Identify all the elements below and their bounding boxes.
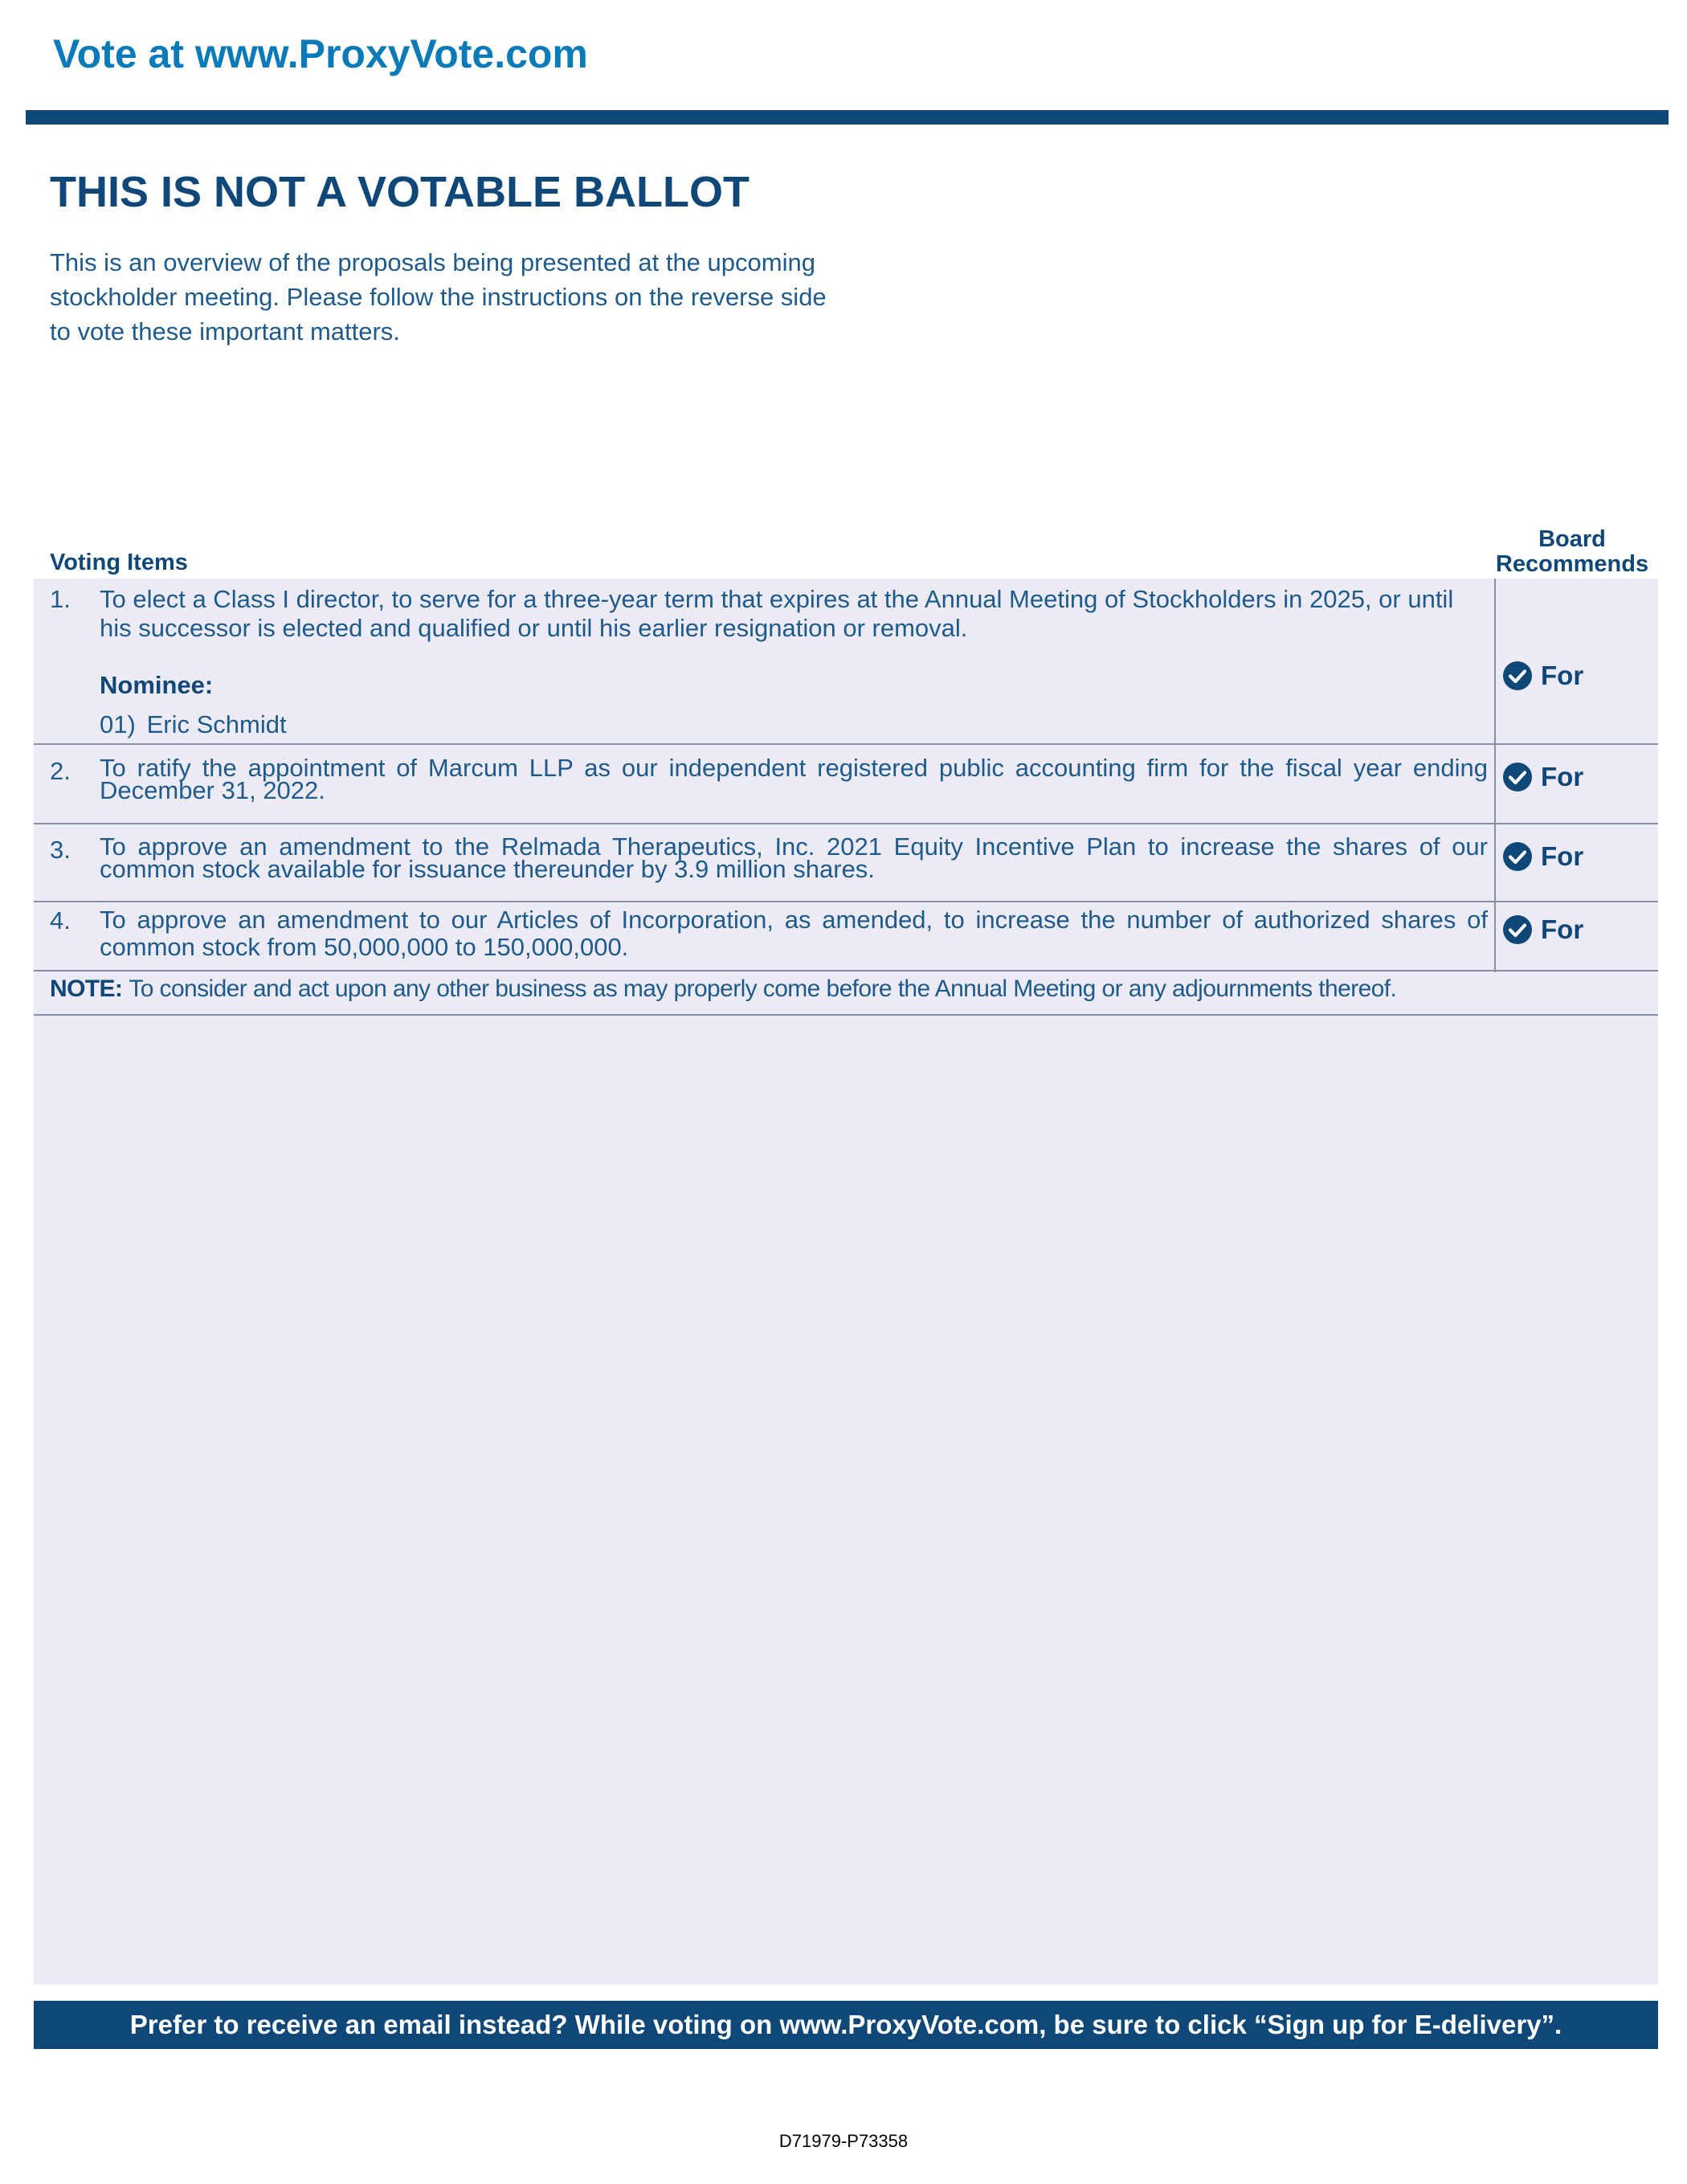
note-text: To consider and act upon any other business as may properly come before the Annual Meeting or any adjournments thereof. — [129, 975, 1397, 1002]
row-divider — [34, 823, 1658, 824]
row-divider — [34, 743, 1658, 745]
nominee-entry — [100, 710, 287, 739]
board-recommends-line2: Recommends — [1495, 551, 1649, 577]
item-text: To approve an amendment to the Relmada Therapeutics, Inc. 2021 Equity Incentive Plan to increase the shares of our common stock available for issuance thereunder by 3.9 million shares. — [100, 832, 1488, 883]
header-divider — [26, 110, 1669, 125]
item-text: To elect a Class I director, to serve for a three-year term that expires at the Annual Meeting of Stockholders in 2025, or until his successor is elected and qualified or until his earlier resignation or removal. — [100, 585, 1454, 642]
recommendation-label: For — [1541, 762, 1584, 791]
column-divider — [1494, 579, 1496, 972]
board-recommends-header — [1488, 527, 1656, 577]
nominee-label: Nominee: — [100, 671, 214, 699]
document-code: D71979-P73358 — [778, 2131, 909, 2151]
check-circle-icon — [1502, 914, 1533, 945]
row-divider — [34, 970, 1658, 971]
note-row — [50, 975, 1648, 1003]
footer-banner — [34, 2001, 1658, 2049]
voting-item-2 — [50, 754, 1488, 804]
item-text: To approve an amendment to our Articles of Incorporation, as amended, to increase the number of authorized shares of common stock from 50,000,000 to 150,000,000. — [100, 906, 1488, 961]
board-recommends-line1: Board — [1538, 526, 1606, 552]
row-divider — [34, 1014, 1658, 1016]
check-circle-icon — [1502, 661, 1533, 691]
recommendation-label: For — [1541, 914, 1584, 944]
nominee-name: Eric Schmidt — [146, 710, 287, 738]
recommendation-label: For — [1541, 841, 1584, 871]
nominee-number: 01) — [100, 710, 136, 738]
recommendation-item-2 — [1502, 762, 1583, 792]
footer-text: Prefer to receive an email instead? While voting on www.ProxyVote.com, be sure to click “Sign up for E-delivery”. — [129, 2010, 1562, 2039]
voting-items-header: Voting Items — [50, 550, 188, 575]
item-text: To ratify the appointment of Marcum LLP as our independent registered public accounting firm for the fiscal year ending December 31, 2022. — [100, 754, 1488, 804]
row-divider — [34, 901, 1658, 902]
item-number: 4. — [50, 906, 71, 935]
item-number: 2. — [50, 757, 71, 785]
recommendation-item-4 — [1502, 914, 1583, 945]
intro-text: This is an overview of the proposals being presented at the upcoming stockholder meeting. Please follow the instructions on the reverse side to vote these important matters. — [50, 248, 827, 346]
voting-item-1 — [50, 585, 1488, 643]
check-circle-icon — [1502, 762, 1533, 792]
note-label: NOTE: — [50, 975, 123, 1002]
recommendation-item-3 — [1502, 841, 1583, 872]
check-circle-icon — [1502, 841, 1533, 872]
recommendation-label: For — [1541, 661, 1584, 690]
item-number: 3. — [50, 836, 71, 864]
item-number: 1. — [50, 585, 71, 613]
voting-item-4 — [50, 906, 1488, 961]
ballot-title: THIS IS NOT A VOTABLE BALLOT — [50, 168, 750, 216]
recommendation-item-1 — [1502, 661, 1583, 691]
header-title: Vote at www.ProxyVote.com — [53, 31, 588, 76]
voting-item-3 — [50, 832, 1488, 883]
